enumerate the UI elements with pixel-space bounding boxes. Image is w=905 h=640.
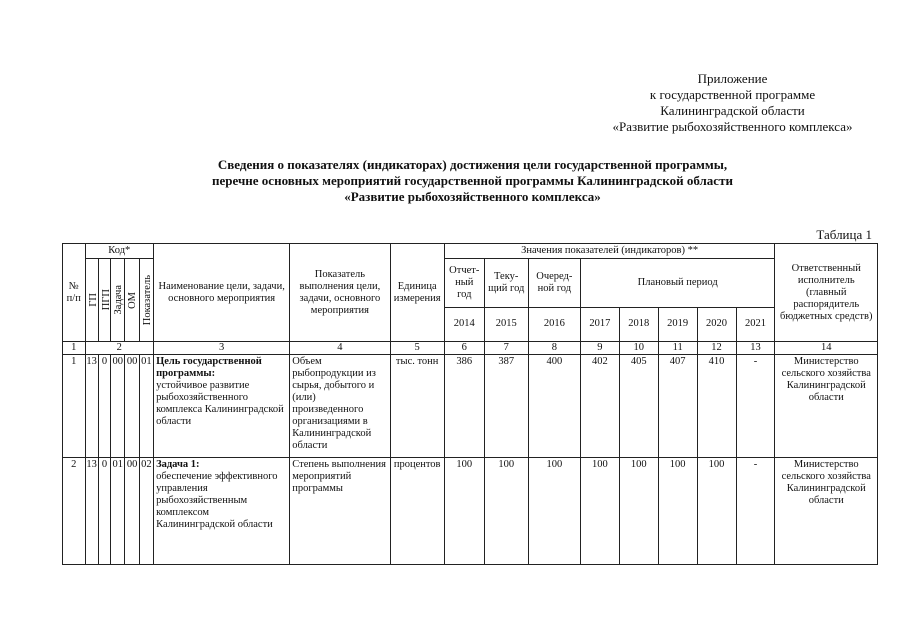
row-name-heading: Задача 1: xyxy=(156,459,200,470)
row-value: 100 xyxy=(697,458,736,565)
header-year: 2021 xyxy=(736,307,775,341)
row-value: - xyxy=(736,458,775,565)
header-responsible: Ответственный исполнитель (главный распорядитель бюджетных средств) xyxy=(775,244,878,342)
row-responsible: Министерство сельского хозяйства Калининградской области xyxy=(775,355,878,458)
header-year: 2019 xyxy=(658,307,697,341)
row-name-text: обеспечение эффективного управления рыбохозяйственным комплексом Калининградской области xyxy=(156,471,278,530)
row-value: 100 xyxy=(484,458,528,565)
appendix-line-2: к государственной программе xyxy=(649,87,816,102)
row-unit: тыс. тонн xyxy=(390,355,444,458)
row-name xyxy=(154,355,290,458)
header-code-om: ОМ xyxy=(125,259,139,342)
row-value: 407 xyxy=(658,355,697,458)
table-row xyxy=(63,458,878,565)
row-num: 1 xyxy=(63,355,86,458)
column-number: 6 xyxy=(444,342,484,355)
row-name-heading: Цель государственной программы: xyxy=(156,356,262,379)
header-code-gp: ГП xyxy=(85,259,98,342)
column-number: 11 xyxy=(658,342,697,355)
appendix-line-3: Калининградской области xyxy=(660,103,805,118)
column-number: 9 xyxy=(580,342,619,355)
column-number: 1 xyxy=(63,342,86,355)
row-indicator: Объем рыбопродукции из сырья, добытого и (или) произведенного организациями в Калининградской области xyxy=(290,355,390,458)
header-code: Код* xyxy=(85,244,154,259)
header-year: 2018 xyxy=(619,307,658,341)
column-number-row xyxy=(63,342,878,355)
row-name-text: устойчивое развитие рыбохозяйственного комплекса Калининградской области xyxy=(156,380,284,427)
row-code-pgp: 0 xyxy=(98,355,110,458)
appendix-block xyxy=(560,71,905,135)
row-code-om: 00 xyxy=(125,355,139,458)
row-code-gp: 13 xyxy=(85,355,98,458)
row-value: 400 xyxy=(528,355,580,458)
row-value: 386 xyxy=(444,355,484,458)
row-code-indicator: 02 xyxy=(139,458,153,565)
row-code-task: 01 xyxy=(111,458,125,565)
row-code-gp: 13 xyxy=(85,458,98,565)
row-indicator: Степень выполнения мероприятий программы xyxy=(290,458,390,565)
table-label: Таблица 1 xyxy=(816,227,872,242)
header-year: 2017 xyxy=(580,307,619,341)
row-unit: процентов xyxy=(390,458,444,565)
appendix-line-1: Приложение xyxy=(697,71,768,86)
row-code-om: 00 xyxy=(125,458,139,565)
header-code-indicator: Показатель xyxy=(139,259,153,342)
row-value: 405 xyxy=(619,355,658,458)
row-code-task: 00 xyxy=(111,355,125,458)
header-next-year: Очеред-ной год xyxy=(528,259,580,308)
header-num: № п/п xyxy=(63,244,86,342)
row-value: 410 xyxy=(697,355,736,458)
row-num: 2 xyxy=(63,458,86,565)
row-value: 100 xyxy=(444,458,484,565)
title-line-2: перечне основных мероприятий государственной программы Калининградской области xyxy=(212,173,733,188)
header-year: 2016 xyxy=(528,307,580,341)
indicators-table xyxy=(62,243,878,565)
column-number: 14 xyxy=(775,342,878,355)
document-title xyxy=(120,157,825,205)
column-number: 12 xyxy=(697,342,736,355)
row-code-pgp: 0 xyxy=(98,458,110,565)
header-year: 2015 xyxy=(484,307,528,341)
title-line-1: Сведения о показателях (индикаторах) достижения цели государственной программы, xyxy=(217,157,728,172)
column-number: 2 xyxy=(85,342,154,355)
header-values: Значения показателей (индикаторов) ** xyxy=(444,244,775,259)
row-responsible: Министерство сельского хозяйства Калининградской области xyxy=(775,458,878,565)
column-number: 8 xyxy=(528,342,580,355)
header-unit: Единица измерения xyxy=(390,244,444,342)
header-code-task: Задача xyxy=(111,259,125,342)
header-name: Наименование цели, задачи, основного мероприятия xyxy=(154,244,290,342)
row-value: 402 xyxy=(580,355,619,458)
row-value: - xyxy=(736,355,775,458)
row-name xyxy=(154,458,290,565)
header-report-year: Отчет-ный год xyxy=(444,259,484,308)
title-line-3: «Развитие рыбохозяйственного комплекса» xyxy=(344,189,601,204)
appendix-line-4: «Развитие рыбохозяйственного комплекса» xyxy=(612,119,853,134)
column-number: 4 xyxy=(290,342,390,355)
header-plan-period: Плановый период xyxy=(580,259,775,308)
header-year: 2020 xyxy=(697,307,736,341)
header-year: 2014 xyxy=(444,307,484,341)
row-value: 100 xyxy=(619,458,658,565)
column-number: 3 xyxy=(154,342,290,355)
header-code-pgp: ПГП xyxy=(98,259,110,342)
row-value: 387 xyxy=(484,355,528,458)
column-number: 5 xyxy=(390,342,444,355)
header-row-1 xyxy=(63,244,878,259)
column-number: 7 xyxy=(484,342,528,355)
row-value: 100 xyxy=(580,458,619,565)
column-number: 13 xyxy=(736,342,775,355)
table-row xyxy=(63,355,878,458)
column-number: 10 xyxy=(619,342,658,355)
row-code-indicator: 01 xyxy=(139,355,153,458)
header-indicator: Показатель выполнения цели, задачи, основного мероприятия xyxy=(290,244,390,342)
row-value: 100 xyxy=(658,458,697,565)
row-value: 100 xyxy=(528,458,580,565)
header-current-year: Теку-щий год xyxy=(484,259,528,308)
